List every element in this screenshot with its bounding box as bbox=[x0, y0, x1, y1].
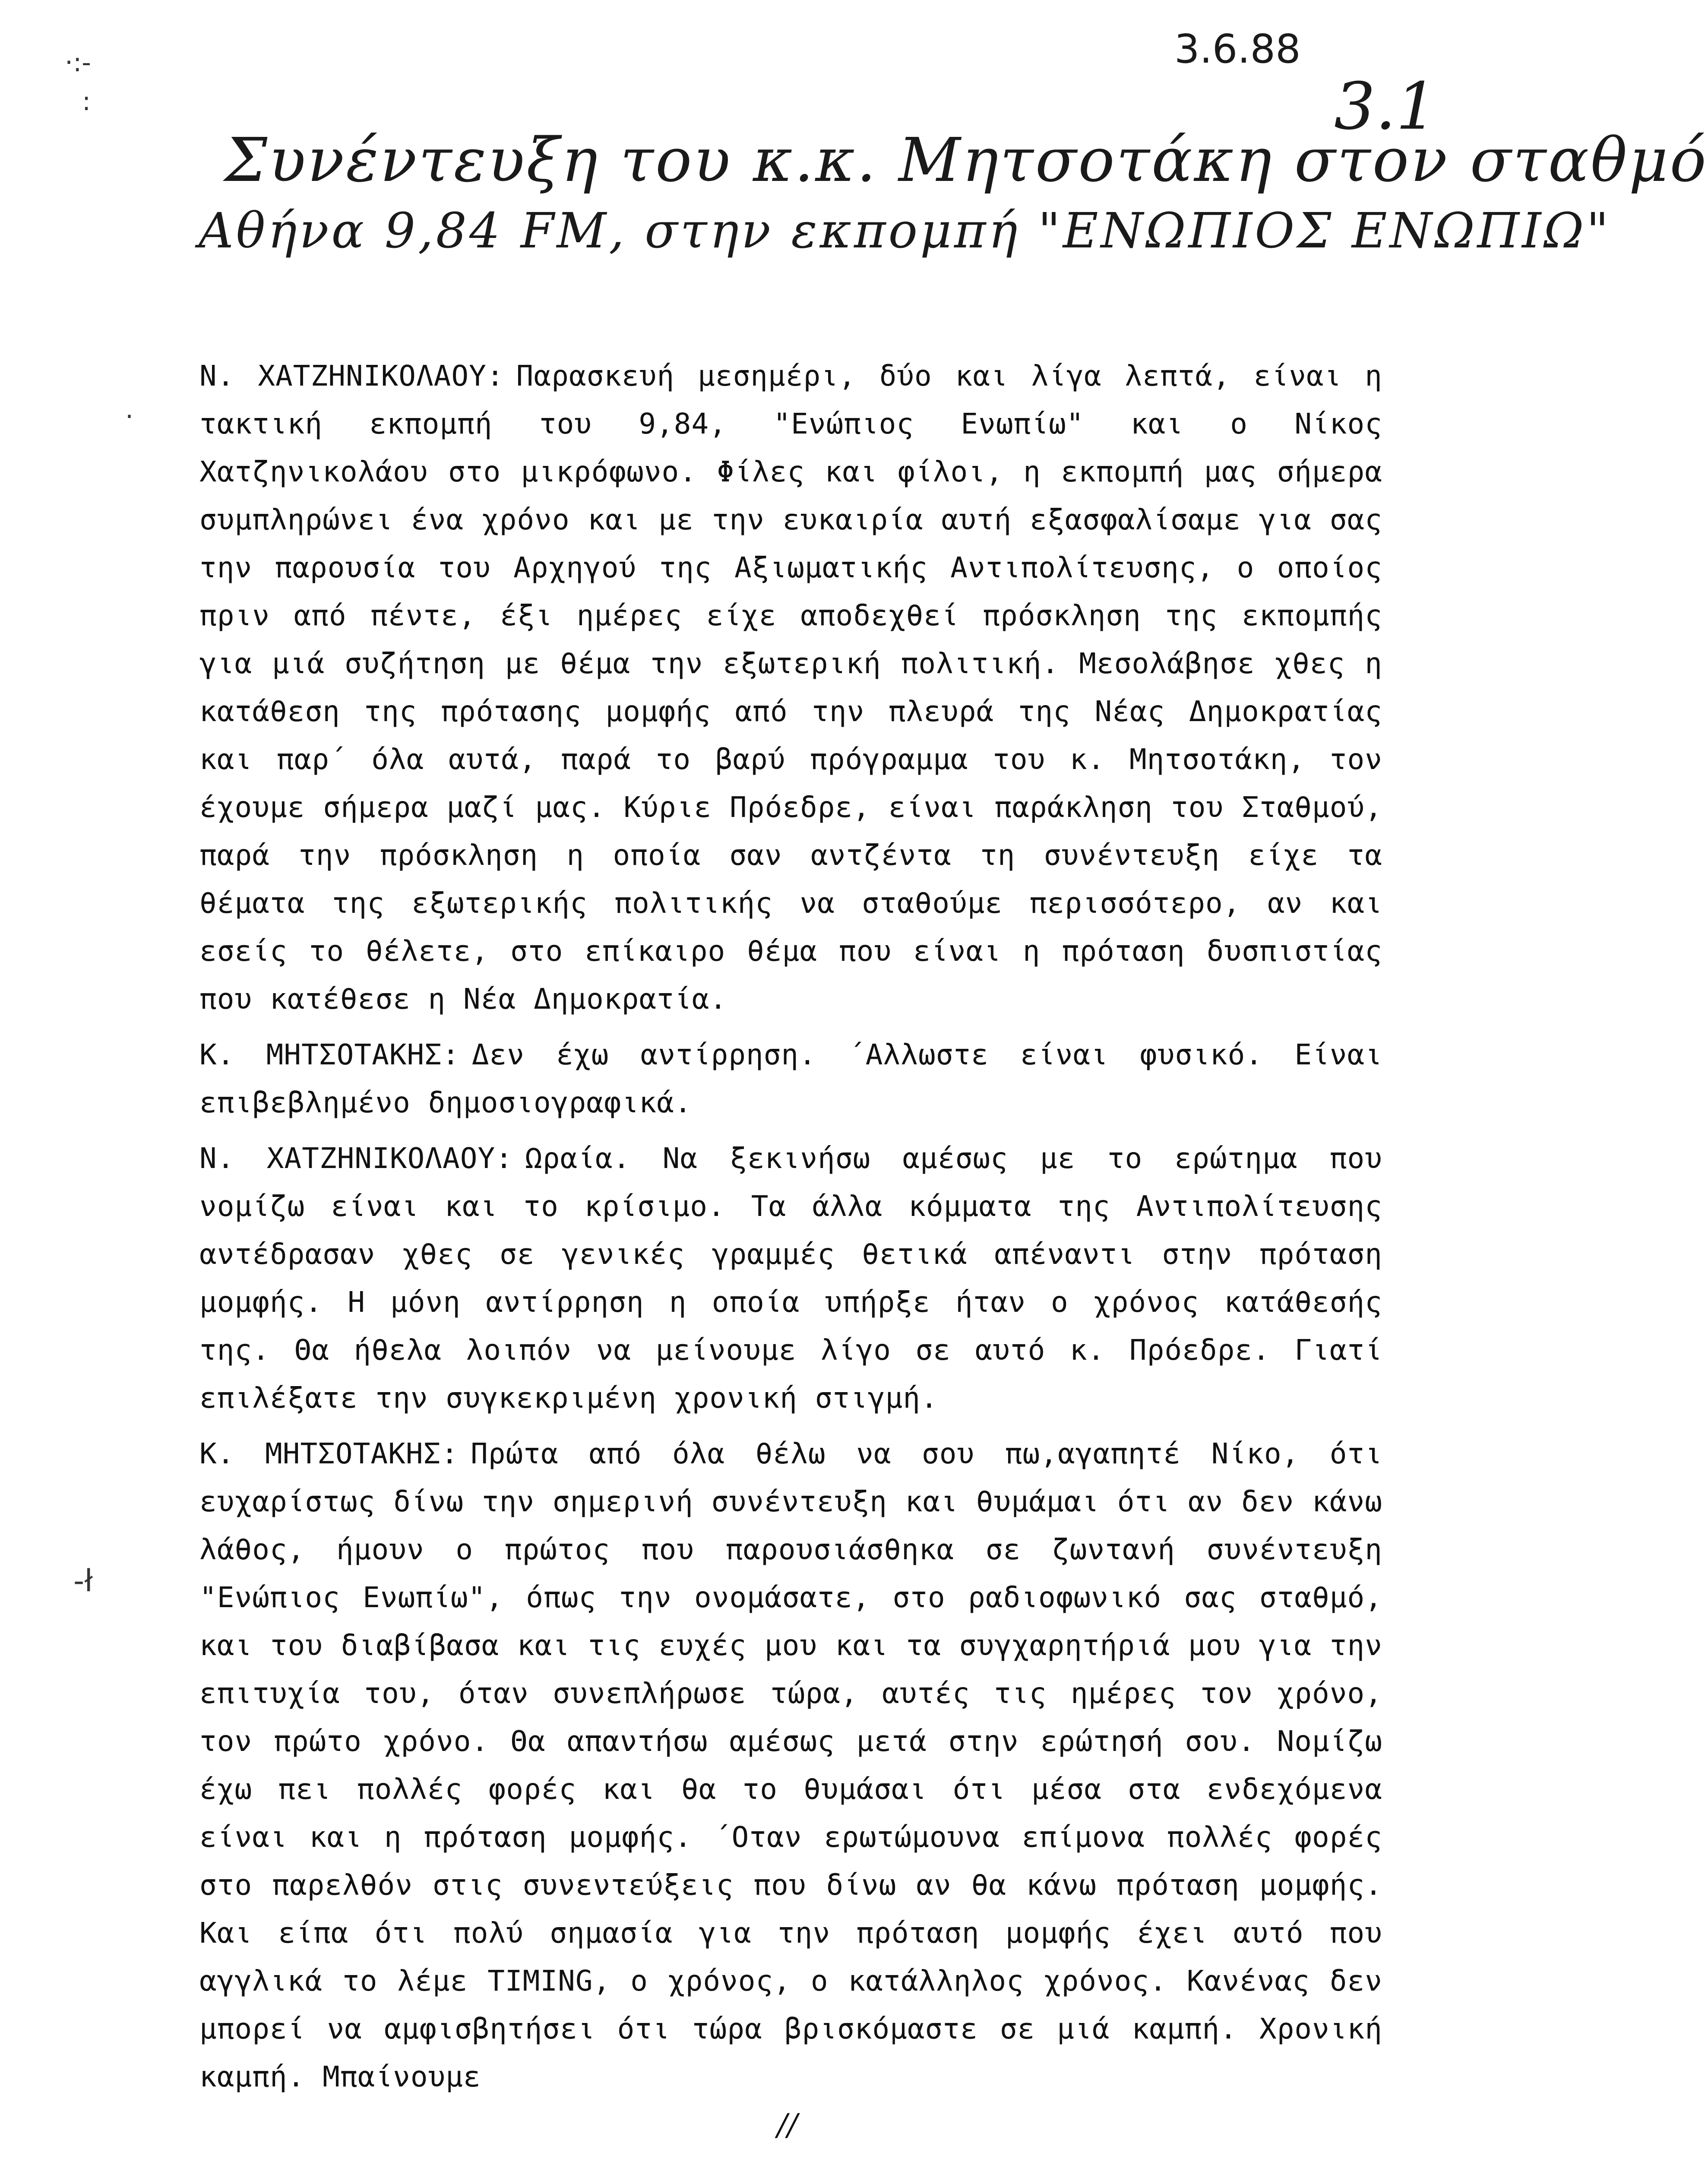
paragraph-text: Δεν έχω αντίρρηση. ΄Αλλωστε είναι φυσικό. Είναι επιβεβλημένο δημοσιογραφικά. bbox=[199, 1038, 1383, 1119]
page-number-note: 3.1 bbox=[1334, 69, 1437, 144]
speaker-label: Ν. ΧΑΤΖΗΝΙΚΟΛΑΟΥ: bbox=[199, 1142, 513, 1175]
transcript-body bbox=[199, 352, 1382, 2108]
speaker-label: Ν. ΧΑΤΖΗΝΙΚΟΛΑΟΥ: bbox=[199, 359, 504, 393]
transcript-paragraph bbox=[199, 1134, 1382, 1422]
transcript-paragraph bbox=[199, 352, 1382, 1023]
continuation-mark: // bbox=[777, 2107, 798, 2143]
handwritten-title-line-2: Αθήνα 9,84 FM, στην εκπομπή "ΕΝΩΠΙΟΣ ΕΝΩΠΙΩ" bbox=[199, 203, 1611, 259]
speaker-label: Κ. ΜΗΤΣΟΤΑΚΗΣ: bbox=[199, 1038, 460, 1071]
scan-speck: : bbox=[82, 86, 91, 117]
scan-speck: · bbox=[125, 402, 134, 432]
speaker-label: Κ. ΜΗΤΣΟΤΑΚΗΣ: bbox=[199, 1437, 459, 1470]
paragraph-text: Παρασκευή μεσημέρι, δύο και λίγα λεπτά, είναι η τακτική εκπομπή του 9,84, "Ενώπιος Ενωπίω" και ο Νίκος Χατζηνικολάου στο μικρόφωνο. Φίλες και φίλοι, η εκπομπή μας σήμερα συμπληρώνει ένα χρόνο και με την ευκαιρία αυτή εξασφαλίσαμε για σας την παρουσία του Αρχηγού της Αξιωματικής Αντιπολίτευσης, ο οποίος πριν από πέντε, έξι ημέρες είχε αποδεχθεί πρόσκληση της εκπομπής για μιά συζήτηση με θέμα την εξωτερική πολιτική. Μεσολάβησε χθες η κατάθεση της πρότασης μομφής από την πλευρά της Νέας Δημοκρατίας και παρ΄ όλα αυτά, παρά το βαρύ πρόγραμμα του κ. Μητσοτάκη, τον έχουμε σήμερα μαζί μας. Κύριε Πρόεδρε, είναι παράκληση του Σταθμού, παρά την πρόσκληση η οποία σαν αντζέντα τη συνέντευξη είχε τα θέματα της εξωτερικής πολιτικής να σταθούμε περισσότερο, αν και εσείς το θέλετε, στο επίκαιρο θέμα που είναι η πρόταση δυσπιστίας που κατέθεσε η Νέα Δημοκρατία. bbox=[199, 359, 1382, 1016]
paragraph-text: Πρώτα από όλα θέλω να σου πω,αγαπητέ Νίκο, ότι ευχαρίστως δίνω την σημερινή συνέντευξη και θυμάμαι ότι αν δεν κάνω λάθος, ήμουν ο πρώτος που παρουσιάσθηκα σε ζωντανή συνέντευξη "Ενώπιος Ενωπίω", όπως την ονομάσατε, στο ραδιοφωνικό σας σταθμό, και του διαβίβασα και τις ευχές μου και τα συγχαρητήριά μου για την επιτυχία του, όταν συνεπλήρωσε τώρα, αυτές τις ημέρες τον χρόνο, τον πρώτο χρόνο. Θα απαντήσω αμέσως μετά στην ερώτησή σου. Νομίζω έχω πει πολλές φορές και θα το θυμάσαι ότι μέσα στα ενδεχόμενα είναι και η πρόταση μομφής. ΄Οταν ερωτώμουνα επίμονα πολλές φορές στο παρελθόν στις συνεντεύξεις που δίνω αν θα κάνω πρόταση μομφής. Και είπα ότι πολύ σημασία για την πρόταση μομφής έχει αυτό που αγγλικά το λέμε TIMING, ο χρόνος, ο κατάλληλος χρόνος. Κανένας δεν μπορεί να αμφισβητήσει ότι τώρα βρισκόμαστε σε μιά καμπή. Χρονική καμπή. Μπαίνουμε bbox=[199, 1437, 1382, 2093]
scan-speck: ‑ł bbox=[73, 1563, 93, 1599]
date-note: 3.6.88 bbox=[1174, 26, 1301, 72]
scan-speck: ·:‑ bbox=[65, 47, 91, 78]
transcript-paragraph bbox=[199, 1430, 1382, 2101]
transcript-paragraph bbox=[199, 1031, 1382, 1127]
handwritten-title-line-1: Συνέντευξη του κ.κ. Μητσοτάκη στον σταθμό bbox=[225, 125, 1708, 196]
paragraph-text: Ωραία. Να ξεκινήσω αμέσως με το ερώτημα που νομίζω είναι και το κρίσιμο. Τα άλλα κόμματα της Αντιπολίτευσης αντέδρασαν χθες σε γενικές γραμμές θετικά απέναντι στην πρόταση μομφής. Η μόνη αντίρρηση η οποία υπήρξε ήταν ο χρόνος κατάθεσής της. Θα ήθελα λοιπόν να μείνουμε λίγο σε αυτό κ. Πρόεδρε. Γιατί επιλέξατε την συγκεκριμένη χρονική στιγμή. bbox=[199, 1142, 1382, 1415]
